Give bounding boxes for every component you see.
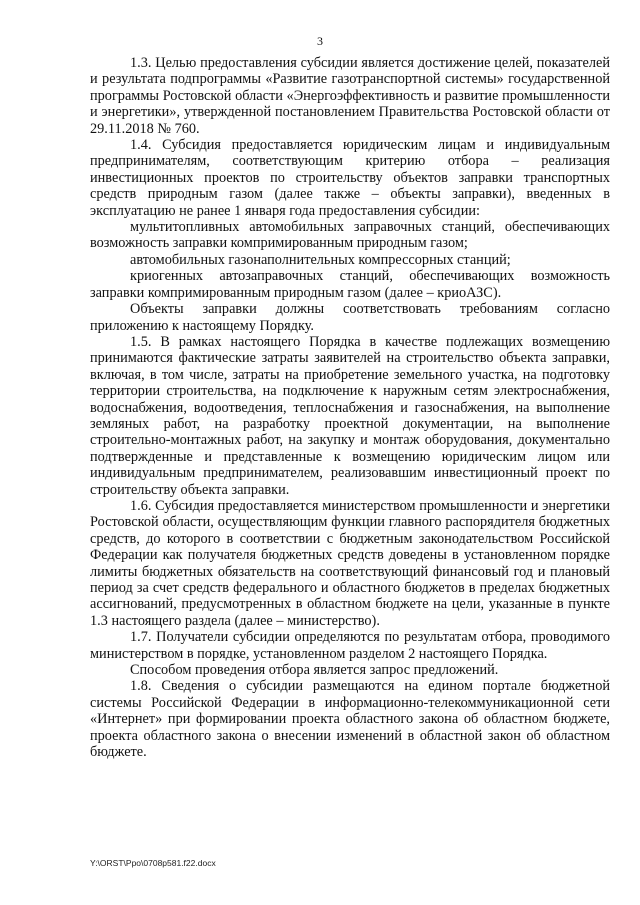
paragraph-1-3: 1.3. Целью предоставления субсидии является достижение целей, показателей и результата подпрограммы «Развитие газотранспортной системы» государственной программы Ростовской области «Энергоэффективность и развитие промышленности и энергетики», утвержденной постановлением Правительства Ростовской области от 29.11.2018 № 760. (90, 55, 610, 137)
list-item-compressor-stations: автомобильных газонаполнительных компрессорных станций; (130, 251, 511, 268)
paragraph-1-4: 1.4. Субсидия предоставляется юридическим лицам и индивидуальным предпринимателям, соответствующим критерию отбора – реализация инвестиционных проектов по строительству объектов заправки транспортных средств природным газом (далее также – объекты заправки), введенных в эксплуатацию не ранее 1 января года предоставления субсидии: (90, 137, 610, 219)
paragraph-1-7: 1.7. Получатели субсидии определяются по результатам отбора, проводимого министерством в порядке, установленном разделом 2 настоящего Порядка. (90, 629, 610, 662)
paragraph-1-5: 1.5. В рамках настоящего Порядка в качестве подлежащих возмещению принимаются фактические затраты заявителей на строительство объекта заправки, включая, в том числе, затраты на приобретение земельного участка, на подготовку территории строительства, на подключение к наружным сетям электроснабжения, водоснабжения, водоотведения, теплоснабжения и газоснабжения, на выполнение земляных работ, на разработку проектной документации, на выполнение строительно-монтажных работ, на закупку и монтаж оборудования, документально подтвержденные и представленные к возмещению юридическим лицом или индивидуальным предпринимателем, реализовавшим инвестиционный проект по строительству объекта заправки. (90, 333, 610, 498)
list-item-cryogenic-stations: криогенных автозаправочных станций, обеспечивающих возможность заправки компримированным природным газом (далее – криоАЗС). (90, 268, 610, 301)
paragraph-1-6: 1.6. Субсидия предоставляется министерством промышленности и энергетики Ростовской области, осуществляющим функции главного распорядителя бюджетных средств, до которого в соответствии с бюджетным законодательством Российской Федерации как получателя бюджетных средств доведены в установленном порядке лимиты бюджетных обязательств на соответствующий финансовый год и плановый период за счет средств федерального и областного бюджетов в пределах бюджетных ассигнований, предусмотренных в областном бюджете на цели, указанные в пункте 1.3 настоящего раздела (далее – министерство). (90, 497, 610, 629)
paragraph-requirements: Объекты заправки должны соответствовать требованиям согласно приложению к настоящему Порядку. (90, 301, 610, 334)
document-body (90, 55, 610, 760)
list-item-multifuel-stations: мультитопливных автомобильных заправочных станций, обеспечивающих возможность заправки компримированным природным газом; (90, 219, 610, 252)
paragraph-1-8: 1.8. Сведения о субсидии размещаются на едином портале бюджетной системы Российской Федерации в информационно-телекоммуникационной сети «Интернет» при формировании проекта областного закона об областном бюджете, проекта областного закона о внесении изменений в областной закон об областном бюджете. (90, 678, 610, 761)
paragraph-selection-method: Способом проведения отбора является запрос предложений. (130, 662, 499, 679)
page-number: 3 (317, 34, 323, 48)
footer-file-path: Y:\ORST\Ppo\0708p581.f22.docx (90, 858, 216, 868)
